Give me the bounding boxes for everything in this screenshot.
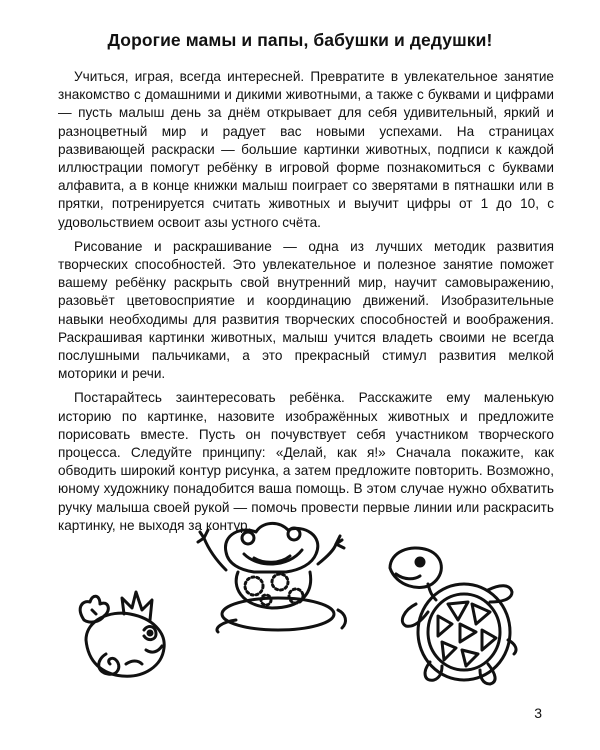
paragraph-1: Учиться, играя, всегда интересней. Превратите в увлекательное занятие знакомство с домашними и дикими животными, а также с буквами и цифрами — пусть малыш день за днём открывает для себя удивительный, яркий и разноцветный мир и радует вас новыми успехами. На страницах развивающей раскраски — большие картинки животных, подписи к каждой иллюстрации помогут ребёнку в игровой форме познакомиться с буквами алфавита, а в конце книжки малыш поиграет со зверятами в пятнашки или в прятки, потренируется считать животных и выучит цифры от 1 до 10, с удовольствием освоит азы устного счёта. bbox=[58, 69, 554, 230]
paragraph-3: Постарайтесь заинтересовать ребёнка. Расскажите ему маленькую историю по картинке, назовите изображённых животных и предложите порисовать вместе. Пусть он почувствует себя участником творческого процесса. Следуйте принципу: «Делай, как я!» Сначала покажите, как обводить широкий контур рисунка, а затем предложите повторить. Возможно, юному художнику понадобится ваша помощь. В этом случае нужно обхватить ручку малыша своей рукой — помочь провести первые линии или раскрасить картинку, не выходя за контур. bbox=[58, 390, 554, 533]
paragraph-2: Рисование и раскрашивание — одна из лучших методик развития творческих способностей. Это увлекательное и полезное занятие поможет вашему ребёнку раскрыть свой внутренний мир, научит самовыражению, разовьёт цветовосприятие и координацию движений. Изобразительные навыки необходимы для развития творческих способностей и воображения. Раскрашивая картинки животных, малыш учится владеть своими не всегда послушными пальчиками, а это прекрасный стимул развития мелкой моторики и речи. bbox=[58, 238, 554, 382]
turtle-outline-icon bbox=[376, 540, 526, 690]
page-title: Дорогие мамы и папы, бабушки и дедушки! bbox=[107, 30, 493, 50]
intro-text bbox=[58, 68, 554, 541]
frog-outline-icon bbox=[196, 512, 354, 640]
fish-outline-icon bbox=[66, 580, 196, 690]
page-number: 3 bbox=[534, 705, 542, 721]
